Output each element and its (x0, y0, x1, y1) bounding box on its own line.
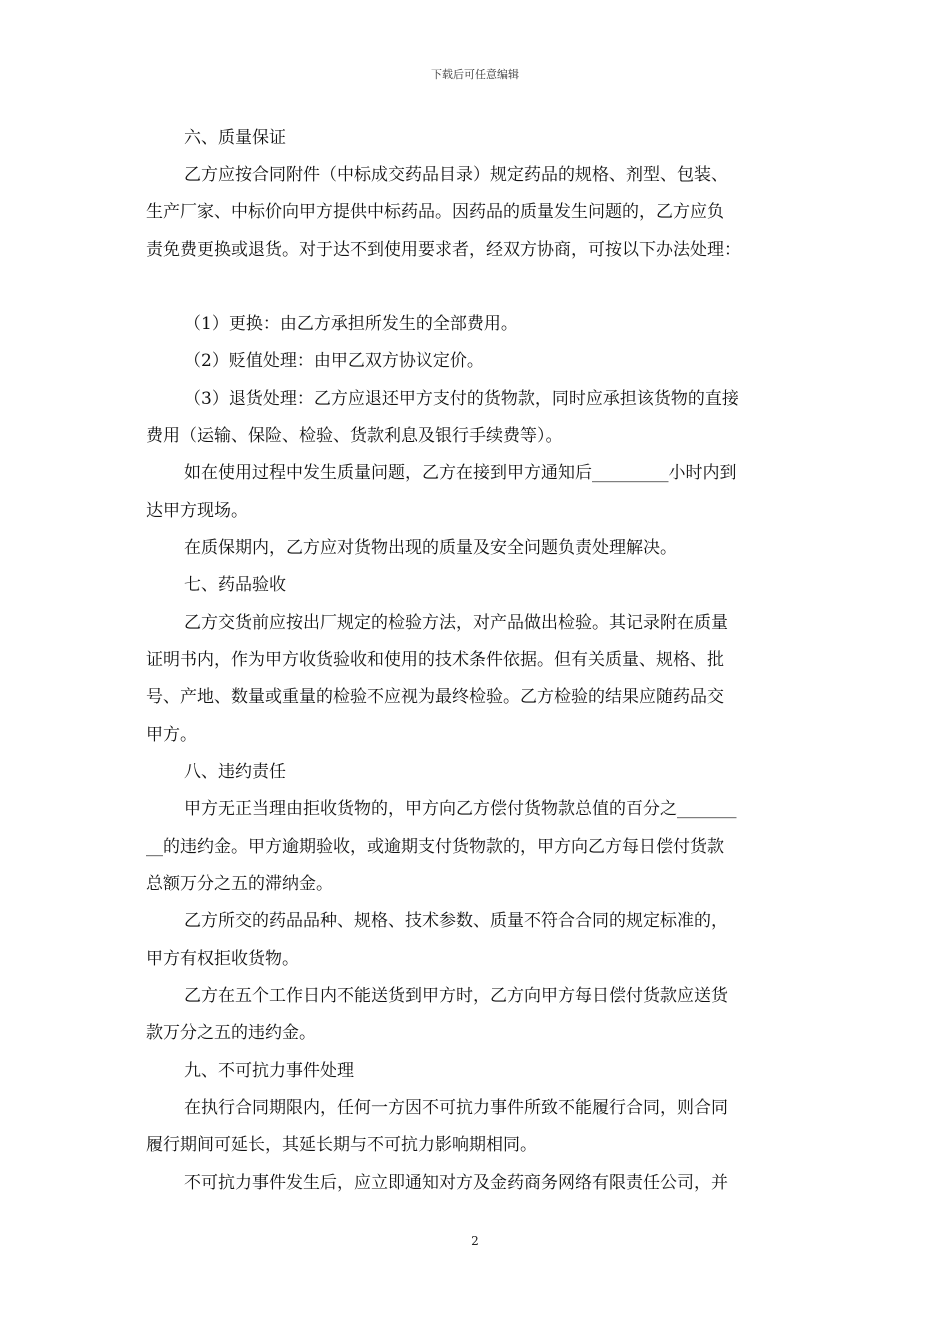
paragraph-line: 费用（运输、保险、检验、货款利息及银行手续费等）。 (146, 426, 563, 446)
paragraph-line: 在质保期内，乙方应对货物出现的质量及安全问题负责处理解决。 (184, 538, 677, 558)
paragraph-line: 号、产地、数量或重量的检验不应视为最终检验。乙方检验的结果应随药品交 (146, 687, 724, 707)
paragraph-line: 甲方有权拒收货物。 (146, 949, 299, 969)
paragraph-line: 乙方所交的药品品种、规格、技术参数、质量不符合合同的规定标准的， (184, 911, 728, 931)
paragraph-line: 乙方交货前应按出厂规定的检验方法，对产品做出检验。其记录附在质量 (184, 613, 728, 633)
page-header: 下载后可任意编辑 (431, 68, 519, 81)
paragraph-line: 证明书内，作为甲方收货验收和使用的技术条件依据。但有关质量、规格、批 (146, 650, 724, 670)
list-item: （2）贬值处理：由甲乙双方协议定价。 (184, 351, 484, 371)
paragraph-line: 如在使用过程中发生质量问题，乙方在接到甲方通知后_________小时内到 (184, 463, 737, 483)
paragraph-line: 生产厂家、中标价向甲方提供中标药品。因药品的质量发生问题的，乙方应负 (146, 202, 724, 222)
section-heading-6: 六、质量保证 (184, 128, 286, 148)
paragraph-line: __的违约金。甲方逾期验收，或逾期支付货物款的，甲方向乙方每日偿付货款 (146, 837, 724, 857)
paragraph-line: 责免费更换或退货。对于达不到使用要求者，经双方协商，可按以下办法处理： (146, 240, 741, 260)
page-number: 2 (471, 1234, 479, 1248)
section-heading-8: 八、违约责任 (184, 762, 286, 782)
paragraph-line: 乙方在五个工作日内不能送货到甲方时，乙方向甲方每日偿付货款应送货 (184, 986, 728, 1006)
paragraph-line: 款万分之五的违约金。 (146, 1023, 316, 1043)
paragraph-line: 乙方应按合同附件（中标成交药品目录）规定药品的规格、剂型、包装、 (184, 165, 728, 185)
section-heading-7: 七、药品验收 (184, 575, 286, 595)
paragraph-line: 总额万分之五的滞纳金。 (146, 874, 333, 894)
paragraph-line: 甲方无正当理由拒收货物的，甲方向乙方偿付货物款总值的百分之_______ (184, 799, 737, 819)
list-item: （1）更换：由乙方承担所发生的全部费用。 (184, 314, 518, 334)
paragraph-line: 达甲方现场。 (146, 501, 248, 521)
section-heading-9: 九、不可抗力事件处理 (184, 1061, 354, 1081)
paragraph-line: 履行期间可延长，其延长期与不可抗力影响期相同。 (146, 1135, 537, 1155)
list-item: （3）退货处理：乙方应退还甲方支付的货物款，同时应承担该货物的直接 (184, 389, 739, 409)
paragraph-line: 在执行合同期限内，任何一方因不可抗力事件所致不能履行合同，则合同 (184, 1098, 728, 1118)
paragraph-line: 不可抗力事件发生后，应立即通知对方及金药商务网络有限责任公司，并 (184, 1173, 728, 1193)
paragraph-line: 甲方。 (146, 725, 197, 745)
